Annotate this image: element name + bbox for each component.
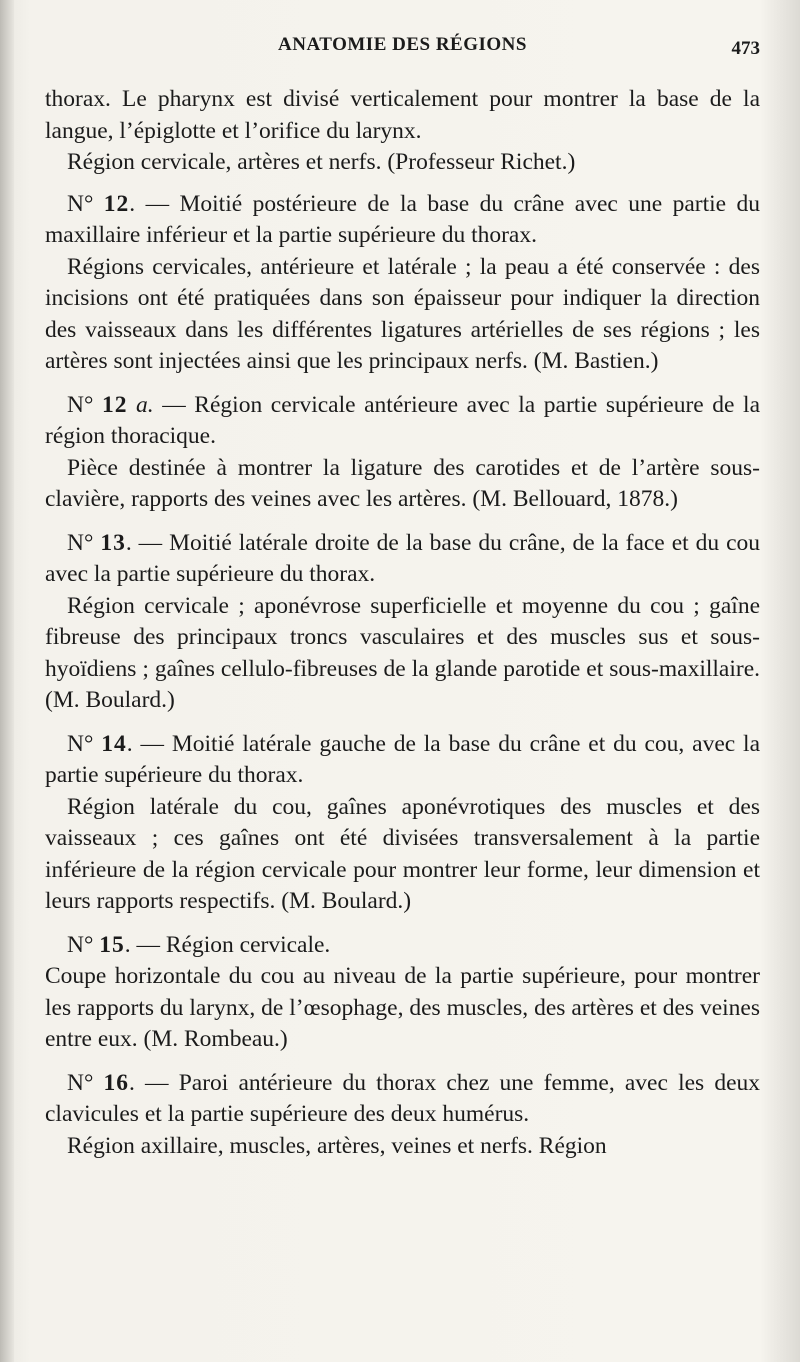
page-gutter-shadow — [0, 0, 14, 1362]
catalog-entry — [45, 189, 760, 378]
entry-description: Région latérale du cou, gaînes aponévrotiques des muscles et des vaisseaux ; ces gaînes ont été divisées transversalement à la partie inférieure de la région cervicale pour montrer leur forme, leur dimension et leurs rapports respectifs. (M. Boulard.) — [45, 793, 760, 914]
entry-title: . — Moitié latérale gauche de la base du crâne et du cou, avec la partie supérieure du thorax. — [45, 730, 760, 788]
entry-heading — [45, 390, 760, 453]
entry-number: 15 — [99, 931, 125, 958]
catalog-entry — [45, 528, 760, 717]
intro-continuation: thorax. Le pharynx est divisé verticalement pour montrer la base de la langue, l’épiglotte et l’orifice du larynx. — [45, 86, 760, 144]
entry-prefix: N° — [67, 529, 94, 556]
entry-title: . — Moitié latérale droite de la base du crâne, de la face et du cou avec la partie supérieure du thorax. — [45, 529, 760, 587]
entry-description: Coupe horizontale du cou au niveau de la partie supérieure, pour montrer les rapports du larynx, de l’œsophage, des muscles, des artères et des veines entre eux. (M. Rombeau.) — [45, 963, 760, 1052]
entry-prefix: N° — [67, 730, 94, 757]
entry-number: 13 — [100, 529, 126, 556]
page-header — [45, 34, 760, 64]
intro-region: Région cervicale, artères et nerfs. (Professeur Richet.) — [67, 149, 576, 175]
entry-description: Région cervicale ; aponévrose superficielle et moyenne du cou ; gaîne fibreuse des principaux troncs vasculaires et des muscles sus et sous-hyoïdiens ; gaînes cellulo-fibreuses de la glande parotide et sous-maxillaire. (M. Boulard.) — [45, 592, 760, 713]
entry-title: . — Moitié postérieure de la base du crâne avec une partie du maxillaire inférieur et la partie supérieure du thorax. — [45, 190, 760, 248]
entry-prefix: N° — [67, 931, 94, 958]
page-number: 473 — [731, 38, 760, 59]
entry-heading — [45, 528, 760, 591]
entry-number: 14 — [101, 730, 127, 757]
entry-description: Région axillaire, muscles, artères, veines et nerfs. Région — [67, 1132, 607, 1159]
entry-heading — [45, 1068, 760, 1131]
catalog-entry — [45, 1068, 760, 1163]
entry-title: . — Paroi antérieure du thorax chez une femme, avec les deux clavicules et la partie supérieure des deux humérus. — [45, 1069, 760, 1127]
entry-title: — Région cervicale antérieure avec la partie supérieure de la région thoracique. — [45, 391, 761, 449]
running-title: ANATOMIE DES RÉGIONS — [278, 34, 527, 55]
catalog-entry — [45, 729, 760, 918]
entry-prefix: N° — [67, 391, 94, 418]
entry-description: Régions cervicales, antérieure et latérale ; la peau a été conservée : des incisions ont été pratiquées dans son épaisseur pour indiquer la direction des vaisseaux dans les différentes ligatures artérielles de ses régions ; les artères sont injectées ainsi que les principaux nerfs. (M. Bastien.) — [45, 253, 760, 374]
entry-prefix: N° — [67, 1069, 94, 1096]
catalog-entry — [45, 390, 760, 516]
entry-heading — [45, 930, 760, 962]
entry-number: 12 — [103, 190, 130, 217]
page-body — [45, 84, 760, 1162]
entry-number: 12 — [101, 391, 128, 418]
entry-title: . — Région cervicale. — [124, 931, 331, 958]
catalog-entry — [45, 930, 760, 1056]
entry-description: Pièce destinée à montrer la ligature des carotides et de l’artère sous-clavière, rapports des veines avec les artères. (M. Bellouard, 1878.) — [45, 454, 760, 512]
entry-number: 16 — [103, 1069, 130, 1096]
entry-heading — [45, 729, 760, 792]
entry-prefix: N° — [67, 190, 94, 217]
entry-heading — [45, 189, 760, 252]
entry-suffix: a. — [127, 391, 154, 418]
